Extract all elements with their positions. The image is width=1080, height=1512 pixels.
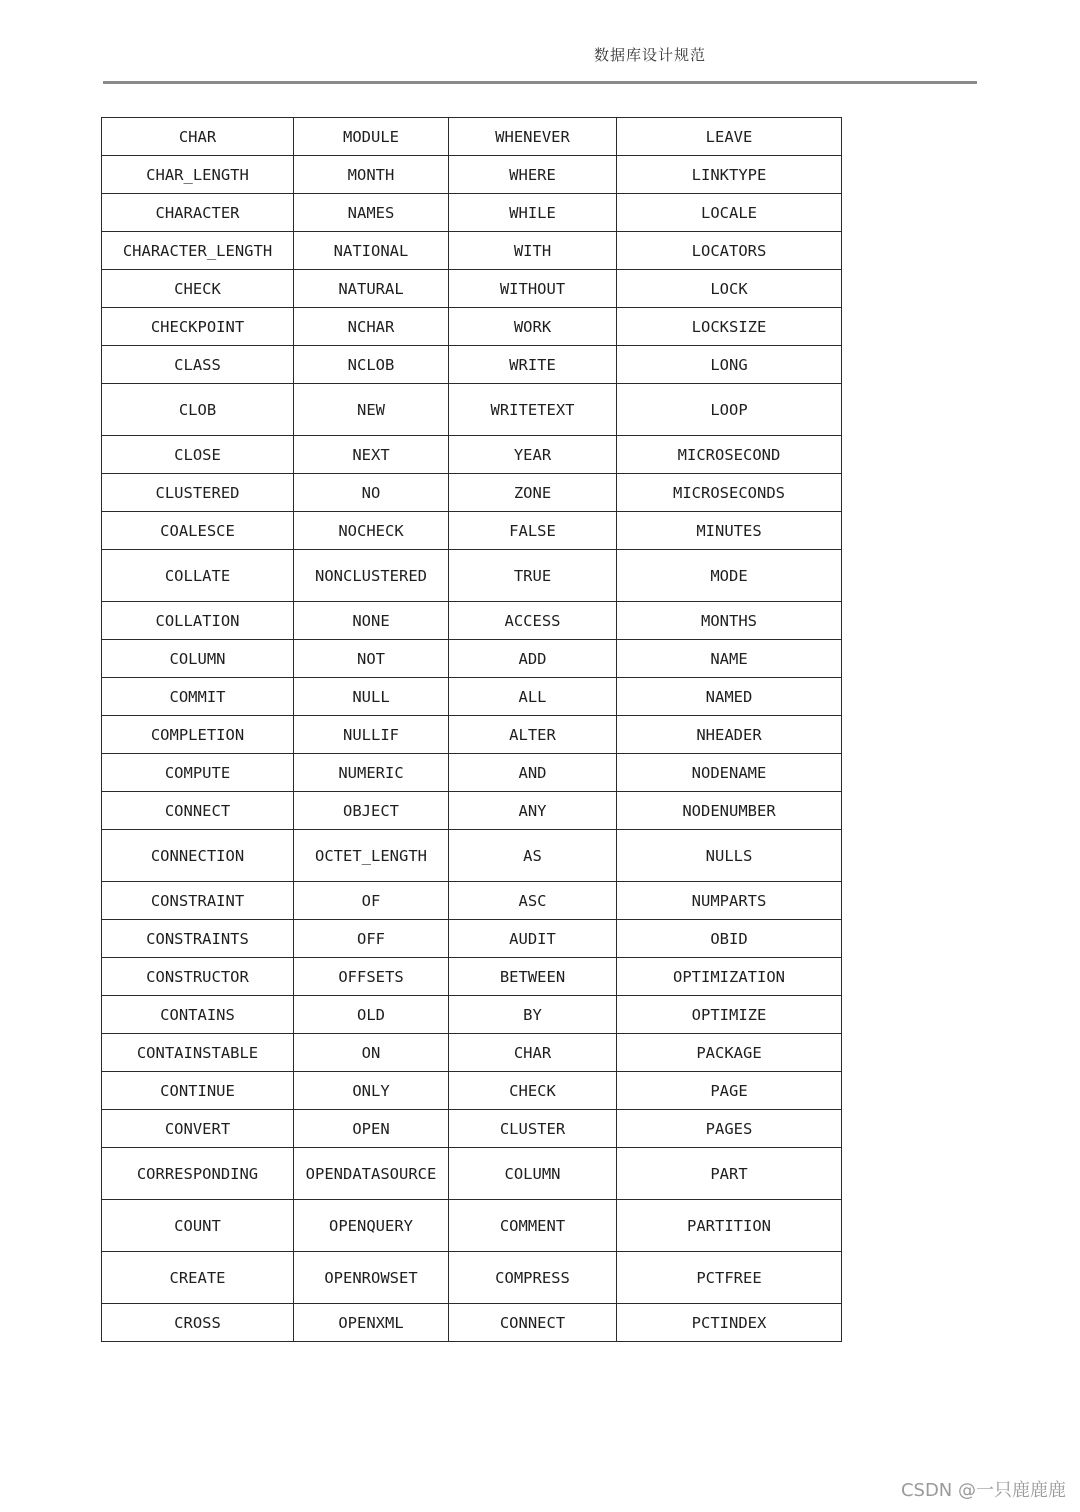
keyword-cell: CLUSTERED — [102, 474, 294, 512]
table-row — [102, 882, 842, 920]
keyword-cell: OLD — [294, 996, 449, 1034]
keyword-cell: OCTET_LENGTH — [294, 830, 449, 882]
keyword-cell: ONLY — [294, 1072, 449, 1110]
keyword-cell: ZONE — [449, 474, 617, 512]
keyword-cell: COLUMN — [102, 640, 294, 678]
keyword-cell: LONG — [617, 346, 842, 384]
keyword-cell: COALESCE — [102, 512, 294, 550]
keyword-cell: CONTAINS — [102, 996, 294, 1034]
keyword-cell: OPENDATASOURCE — [294, 1148, 449, 1200]
keyword-cell: CROSS — [102, 1304, 294, 1342]
keyword-cell: CONSTRUCTOR — [102, 958, 294, 996]
keyword-cell: BETWEEN — [449, 958, 617, 996]
keyword-cell: WORK — [449, 308, 617, 346]
keyword-cell: CLOB — [102, 384, 294, 436]
keyword-cell: MICROSECONDS — [617, 474, 842, 512]
keyword-cell: CORRESPONDING — [102, 1148, 294, 1200]
keyword-cell: PART — [617, 1148, 842, 1200]
keyword-cell: CREATE — [102, 1252, 294, 1304]
keyword-cell: OFFSETS — [294, 958, 449, 996]
keyword-cell: ANY — [449, 792, 617, 830]
keyword-cell: NUMERIC — [294, 754, 449, 792]
keyword-cell: COMPUTE — [102, 754, 294, 792]
table-row — [102, 830, 842, 882]
keyword-cell: NATIONAL — [294, 232, 449, 270]
table-row — [102, 156, 842, 194]
keyword-cell: YEAR — [449, 436, 617, 474]
table-row — [102, 1034, 842, 1072]
keyword-cell: LOCKSIZE — [617, 308, 842, 346]
keyword-cell: WRITE — [449, 346, 617, 384]
keyword-cell: CONVERT — [102, 1110, 294, 1148]
keyword-cell: PCTFREE — [617, 1252, 842, 1304]
table-row — [102, 996, 842, 1034]
keyword-cell: AND — [449, 754, 617, 792]
table-row — [102, 384, 842, 436]
table-row — [102, 474, 842, 512]
table-row — [102, 920, 842, 958]
table-row — [102, 270, 842, 308]
keyword-cell: NULLIF — [294, 716, 449, 754]
table-row — [102, 640, 842, 678]
keyword-cell: NCLOB — [294, 346, 449, 384]
keyword-cell: NODENAME — [617, 754, 842, 792]
keyword-cell: CHECKPOINT — [102, 308, 294, 346]
keyword-cell: PACKAGE — [617, 1034, 842, 1072]
keyword-cell: OF — [294, 882, 449, 920]
table-row — [102, 1148, 842, 1200]
keyword-cell: COMMIT — [102, 678, 294, 716]
keyword-cell: MINUTES — [617, 512, 842, 550]
table-row — [102, 716, 842, 754]
keyword-cell: AS — [449, 830, 617, 882]
keyword-cell: PCTINDEX — [617, 1304, 842, 1342]
keyword-cell: WITH — [449, 232, 617, 270]
table-row — [102, 754, 842, 792]
keyword-cell: WHENEVER — [449, 118, 617, 156]
keyword-cell: CONNECTION — [102, 830, 294, 882]
keyword-cell: OPENROWSET — [294, 1252, 449, 1304]
keyword-cell: CHARACTER_LENGTH — [102, 232, 294, 270]
keyword-cell: OFF — [294, 920, 449, 958]
keyword-cell: PAGE — [617, 1072, 842, 1110]
keyword-cell: MODE — [617, 550, 842, 602]
keyword-cell: ASC — [449, 882, 617, 920]
source-watermark: CSDN @一只鹿鹿鹿 — [900, 1480, 1066, 1501]
keyword-cell: CHARACTER — [102, 194, 294, 232]
table-row — [102, 792, 842, 830]
table-row — [102, 1200, 842, 1252]
keyword-cell: WITHOUT — [449, 270, 617, 308]
table-row — [102, 436, 842, 474]
keyword-cell: ADD — [449, 640, 617, 678]
keyword-cell: WHILE — [449, 194, 617, 232]
keyword-cell: COUNT — [102, 1200, 294, 1252]
keyword-cell: OPTIMIZATION — [617, 958, 842, 996]
keyword-cell: COMPLETION — [102, 716, 294, 754]
keyword-cell: OBID — [617, 920, 842, 958]
keyword-cell: OBJECT — [294, 792, 449, 830]
keyword-cell: BY — [449, 996, 617, 1034]
table-row — [102, 1072, 842, 1110]
keyword-cell: ON — [294, 1034, 449, 1072]
keyword-cell: LINKTYPE — [617, 156, 842, 194]
keyword-cell: CONSTRAINT — [102, 882, 294, 920]
keyword-cell: NHEADER — [617, 716, 842, 754]
keyword-cell: CONSTRAINTS — [102, 920, 294, 958]
table-row — [102, 308, 842, 346]
keyword-cell: NULL — [294, 678, 449, 716]
keyword-cell: NONE — [294, 602, 449, 640]
table-row — [102, 602, 842, 640]
keyword-cell: CHAR — [449, 1034, 617, 1072]
keyword-cell: CHECK — [449, 1072, 617, 1110]
keyword-cell: TRUE — [449, 550, 617, 602]
keyword-cell: COMMENT — [449, 1200, 617, 1252]
keyword-cell: CONTAINSTABLE — [102, 1034, 294, 1072]
keyword-cell: ALL — [449, 678, 617, 716]
keyword-cell: COLUMN — [449, 1148, 617, 1200]
keyword-cell: MONTHS — [617, 602, 842, 640]
keyword-cell: FALSE — [449, 512, 617, 550]
page-header-title: 数据库设计规范 — [594, 46, 707, 64]
table-row — [102, 194, 842, 232]
keyword-cell: CHECK — [102, 270, 294, 308]
keyword-cell: ALTER — [449, 716, 617, 754]
keyword-cell: NCHAR — [294, 308, 449, 346]
table-row — [102, 958, 842, 996]
keyword-cell: LOOP — [617, 384, 842, 436]
keyword-cell: CLASS — [102, 346, 294, 384]
keyword-cell: LOCALE — [617, 194, 842, 232]
keyword-cell: OPEN — [294, 1110, 449, 1148]
keyword-cell: MONTH — [294, 156, 449, 194]
keyword-cell: NEW — [294, 384, 449, 436]
keyword-cell: CLOSE — [102, 436, 294, 474]
table-row — [102, 118, 842, 156]
keyword-cell: AUDIT — [449, 920, 617, 958]
keyword-cell: NO — [294, 474, 449, 512]
keyword-cell: ACCESS — [449, 602, 617, 640]
keyword-cell: COLLATION — [102, 602, 294, 640]
header-divider — [103, 81, 977, 84]
table-row — [102, 1252, 842, 1304]
keyword-cell: MICROSECOND — [617, 436, 842, 474]
keywords-table-body — [102, 118, 842, 1342]
keyword-cell: NATURAL — [294, 270, 449, 308]
keyword-cell: NODENUMBER — [617, 792, 842, 830]
keyword-cell: NULLS — [617, 830, 842, 882]
keyword-cell: WHERE — [449, 156, 617, 194]
keyword-cell: PAGES — [617, 1110, 842, 1148]
keyword-cell: CLUSTER — [449, 1110, 617, 1148]
keyword-cell: LEAVE — [617, 118, 842, 156]
table-row — [102, 1304, 842, 1342]
keyword-cell: OPTIMIZE — [617, 996, 842, 1034]
keyword-cell: PARTITION — [617, 1200, 842, 1252]
keyword-cell: CONNECT — [102, 792, 294, 830]
reserved-keywords-table — [101, 117, 842, 1342]
keyword-cell: CHAR_LENGTH — [102, 156, 294, 194]
keyword-cell: COMPRESS — [449, 1252, 617, 1304]
keyword-cell: NAMES — [294, 194, 449, 232]
keyword-cell: LOCK — [617, 270, 842, 308]
keyword-cell: OPENQUERY — [294, 1200, 449, 1252]
keyword-cell: NAME — [617, 640, 842, 678]
keyword-cell: WRITETEXT — [449, 384, 617, 436]
keyword-cell: NUMPARTS — [617, 882, 842, 920]
keyword-cell: NEXT — [294, 436, 449, 474]
keyword-cell: CONTINUE — [102, 1072, 294, 1110]
keyword-cell: COLLATE — [102, 550, 294, 602]
table-row — [102, 1110, 842, 1148]
keyword-cell: CHAR — [102, 118, 294, 156]
keyword-cell: NONCLUSTERED — [294, 550, 449, 602]
table-row — [102, 550, 842, 602]
keyword-cell: NAMED — [617, 678, 842, 716]
table-row — [102, 346, 842, 384]
table-row — [102, 512, 842, 550]
keyword-cell: MODULE — [294, 118, 449, 156]
keyword-cell: NOT — [294, 640, 449, 678]
table-row — [102, 232, 842, 270]
keyword-cell: LOCATORS — [617, 232, 842, 270]
keyword-cell: CONNECT — [449, 1304, 617, 1342]
keyword-cell: OPENXML — [294, 1304, 449, 1342]
keyword-cell: NOCHECK — [294, 512, 449, 550]
table-row — [102, 678, 842, 716]
